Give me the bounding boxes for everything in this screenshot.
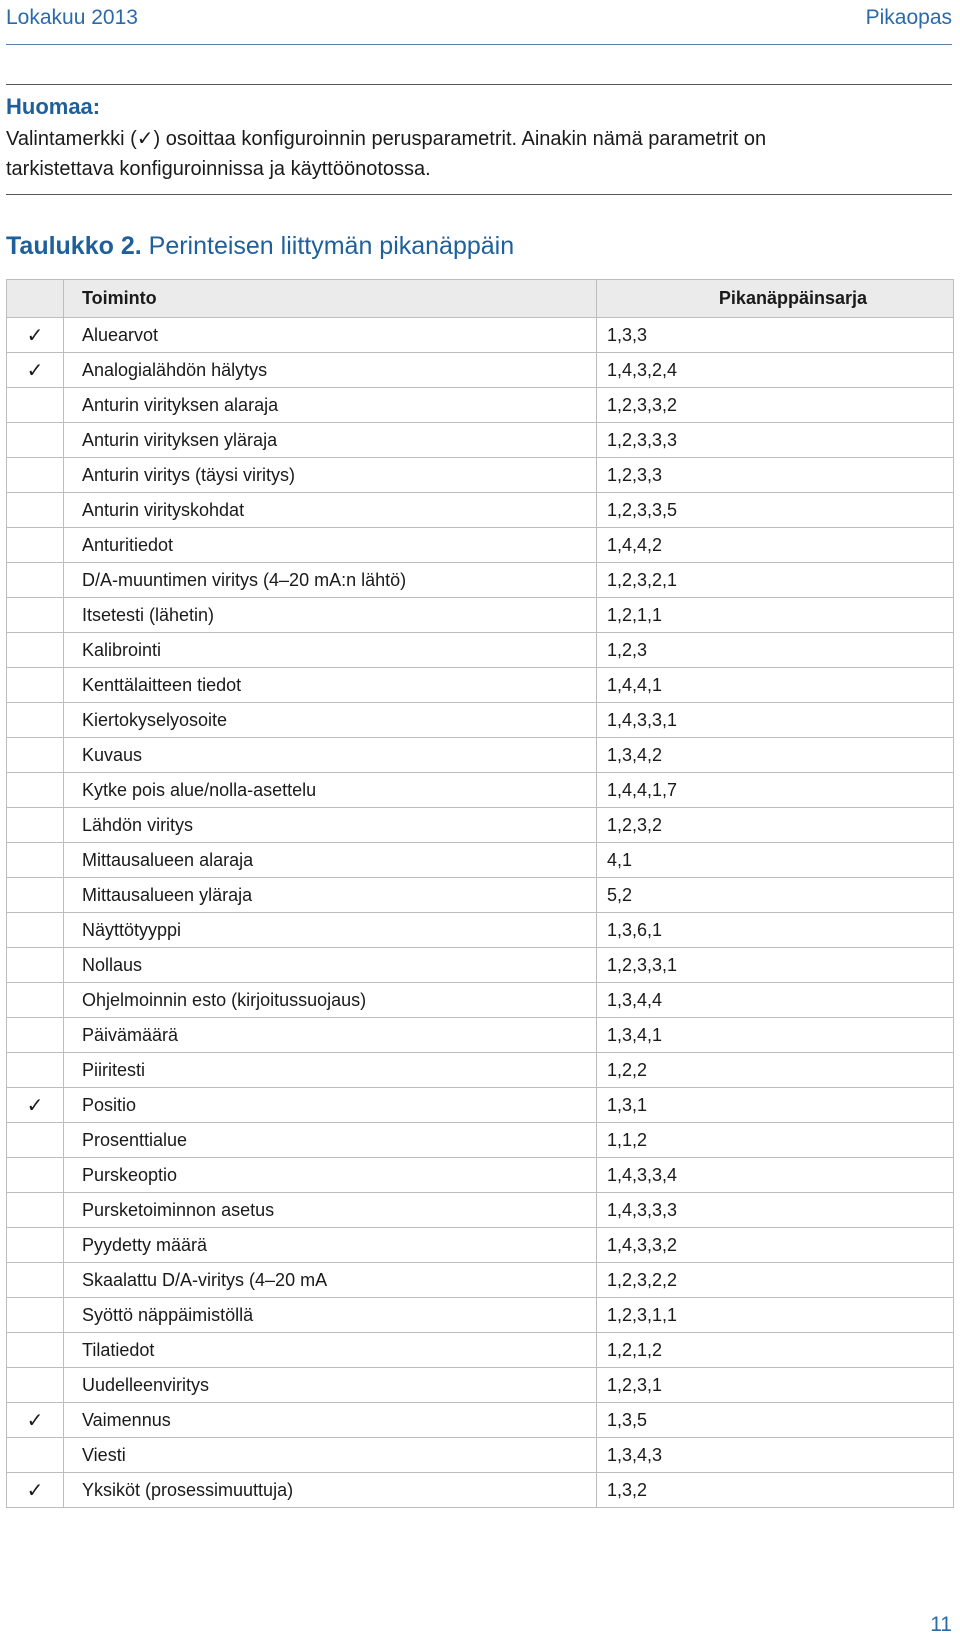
function-name: Positio [64,1088,597,1123]
table-row [7,843,954,878]
fast-key-sequence: 1,2,3 [597,633,954,668]
check-mark-icon [7,773,64,808]
fast-key-sequence: 1,2,3,1 [597,1368,954,1403]
function-name: Kalibrointi [64,633,597,668]
note-top-rule [6,84,952,85]
fast-key-sequence: 1,2,3,1,1 [597,1298,954,1333]
check-mark-icon [7,1228,64,1263]
check-mark-icon [7,1333,64,1368]
table-row [7,1158,954,1193]
fast-key-sequence: 1,2,3,3 [597,458,954,493]
table-row [7,458,954,493]
header-divider [6,44,952,45]
fast-key-sequence: 1,2,3,2 [597,808,954,843]
table-row [7,1123,954,1158]
table-header-row [7,280,954,318]
check-mark-icon [7,493,64,528]
function-name: Analogialähdön hälytys [64,353,597,388]
fast-key-sequence: 1,4,3,3,4 [597,1158,954,1193]
check-mark-icon: ✓ [7,1473,64,1508]
table-row [7,808,954,843]
table-row [7,1403,954,1438]
fast-key-sequence: 1,3,6,1 [597,913,954,948]
table-row [7,423,954,458]
note-text: Valintamerkki (✓) osoittaa konfiguroinnin perusparametrit. Ainakin nämä parametrit on tarkistettava konfiguroinnissa ja käyttöönotossa. [6,128,767,180]
fast-key-sequence: 1,3,1 [597,1088,954,1123]
table-row [7,1053,954,1088]
table-row [7,1368,954,1403]
table-row [7,1228,954,1263]
table-row [7,1298,954,1333]
function-name: Nollaus [64,948,597,983]
check-mark-icon [7,913,64,948]
function-name: Näyttötyyppi [64,913,597,948]
check-mark-icon [7,983,64,1018]
check-mark-icon [7,668,64,703]
fast-key-sequence: 1,2,3,3,2 [597,388,954,423]
table-row [7,703,954,738]
table-row [7,738,954,773]
function-name: Päivämäärä [64,1018,597,1053]
function-name: Pyydetty määrä [64,1228,597,1263]
function-name: Anturitiedot [64,528,597,563]
table-row [7,598,954,633]
function-name: Yksiköt (prosessimuuttuja) [64,1473,597,1508]
function-name: Anturin virityksen yläraja [64,423,597,458]
table-row [7,1438,954,1473]
fast-key-sequence: 1,2,1,1 [597,598,954,633]
table-row [7,1263,954,1298]
fast-key-sequence: 1,1,2 [597,1123,954,1158]
function-name: Itsetesti (lähetin) [64,598,597,633]
fast-key-sequence: 1,2,3,3,3 [597,423,954,458]
table-row [7,983,954,1018]
function-name: Anturin viritys (täysi viritys) [64,458,597,493]
table-caption-label: Taulukko 2. [6,232,142,260]
function-name: Anturin virityksen alaraja [64,388,597,423]
check-mark-icon [7,423,64,458]
fast-key-sequence: 1,4,3,3,2 [597,1228,954,1263]
check-mark-icon [7,1298,64,1333]
function-name: Piiritesti [64,1053,597,1088]
fast-key-sequence: 1,3,5 [597,1403,954,1438]
check-mark-icon [7,1158,64,1193]
header-fast-key-sequence: Pikanäppäinsarja [597,280,954,318]
check-mark-icon [7,458,64,493]
function-name: Anturin virityskohdat [64,493,597,528]
fast-key-sequence: 1,2,1,2 [597,1333,954,1368]
table-row [7,913,954,948]
fast-key-sequence: 1,2,2 [597,1053,954,1088]
table-row [7,1193,954,1228]
fast-key-sequence: 1,3,4,2 [597,738,954,773]
function-name: Purskeoptio [64,1158,597,1193]
function-name: Kuvaus [64,738,597,773]
table-row [7,318,954,353]
function-name: Skaalattu D/A-viritys (4–20 mA [64,1263,597,1298]
check-mark-icon [7,1263,64,1298]
fast-key-sequence: 1,2,3,3,1 [597,948,954,983]
function-name: Prosenttialue [64,1123,597,1158]
function-name: Aluearvot [64,318,597,353]
function-name: Mittausalueen yläraja [64,878,597,913]
fast-key-sequence: 4,1 [597,843,954,878]
note-title: Huomaa: [6,94,101,119]
fast-key-sequence: 1,3,2 [597,1473,954,1508]
function-name: Lähdön viritys [64,808,597,843]
fast-key-sequence: 1,3,4,3 [597,1438,954,1473]
fast-key-sequence: 1,2,3,2,2 [597,1263,954,1298]
table-row [7,1473,954,1508]
table-row [7,773,954,808]
table-caption-title: Perinteisen liittymän pikanäppäin [148,232,515,260]
check-mark-icon [7,1368,64,1403]
fast-key-sequence: 1,3,3 [597,318,954,353]
fast-key-sequence: 1,3,4,1 [597,1018,954,1053]
function-name: Mittausalueen alaraja [64,843,597,878]
fast-key-sequence: 1,3,4,4 [597,983,954,1018]
function-name: Kiertokyselyosoite [64,703,597,738]
header-title: Pikaopas [865,6,952,29]
check-mark-icon: ✓ [7,318,64,353]
function-name: Uudelleenviritys [64,1368,597,1403]
check-mark-icon [7,1018,64,1053]
table-row [7,948,954,983]
function-name: D/A-muuntimen viritys (4–20 mA:n lähtö) [64,563,597,598]
function-name: Pursketoiminnon asetus [64,1193,597,1228]
check-mark-icon [7,1438,64,1473]
fast-key-sequence: 1,4,3,3,3 [597,1193,954,1228]
table-body [7,318,954,1508]
fast-key-sequence: 1,4,4,2 [597,528,954,563]
check-mark-icon [7,563,64,598]
function-name: Viesti [64,1438,597,1473]
table-row [7,353,954,388]
check-mark-icon [7,878,64,913]
check-mark-icon: ✓ [7,1088,64,1123]
fast-key-sequence: 1,2,3,2,1 [597,563,954,598]
check-mark-icon [7,1053,64,1088]
fast-key-sequence: 1,4,4,1 [597,668,954,703]
check-mark-icon [7,598,64,633]
function-name: Syöttö näppäimistöllä [64,1298,597,1333]
check-mark-icon [7,703,64,738]
check-mark-icon [7,633,64,668]
function-name: Kytke pois alue/nolla-asettelu [64,773,597,808]
table-row [7,633,954,668]
table-row [7,1018,954,1053]
check-mark-icon: ✓ [7,1403,64,1438]
header-function: Toiminto [64,280,597,318]
fast-key-sequence: 1,2,3,3,5 [597,493,954,528]
fast-key-table [6,279,954,1508]
check-mark-icon [7,738,64,773]
table-row [7,493,954,528]
fast-key-sequence: 1,4,3,2,4 [597,353,954,388]
note-bottom-rule [6,194,952,195]
function-name: Ohjelmoinnin esto (kirjoitussuojaus) [64,983,597,1018]
check-mark-icon [7,388,64,423]
function-name: Tilatiedot [64,1333,597,1368]
fast-key-sequence: 1,4,3,3,1 [597,703,954,738]
table-row [7,878,954,913]
header-check-column [7,280,64,318]
function-name: Kenttälaitteen tiedot [64,668,597,703]
fast-key-sequence: 5,2 [597,878,954,913]
fast-key-sequence: 1,4,4,1,7 [597,773,954,808]
check-mark-icon [7,1123,64,1158]
table-row [7,1333,954,1368]
table-row [7,563,954,598]
check-mark-icon [7,528,64,563]
table-row [7,388,954,423]
table-row [7,668,954,703]
table-caption [6,232,514,261]
page-number: 11 [930,1613,952,1636]
check-mark-icon [7,948,64,983]
check-mark-icon [7,843,64,878]
check-mark-icon [7,1193,64,1228]
check-mark-icon [7,808,64,843]
check-mark-icon: ✓ [7,353,64,388]
table-row [7,1088,954,1123]
function-name: Vaimennus [64,1403,597,1438]
table-row [7,528,954,563]
header-date: Lokakuu 2013 [6,6,138,29]
